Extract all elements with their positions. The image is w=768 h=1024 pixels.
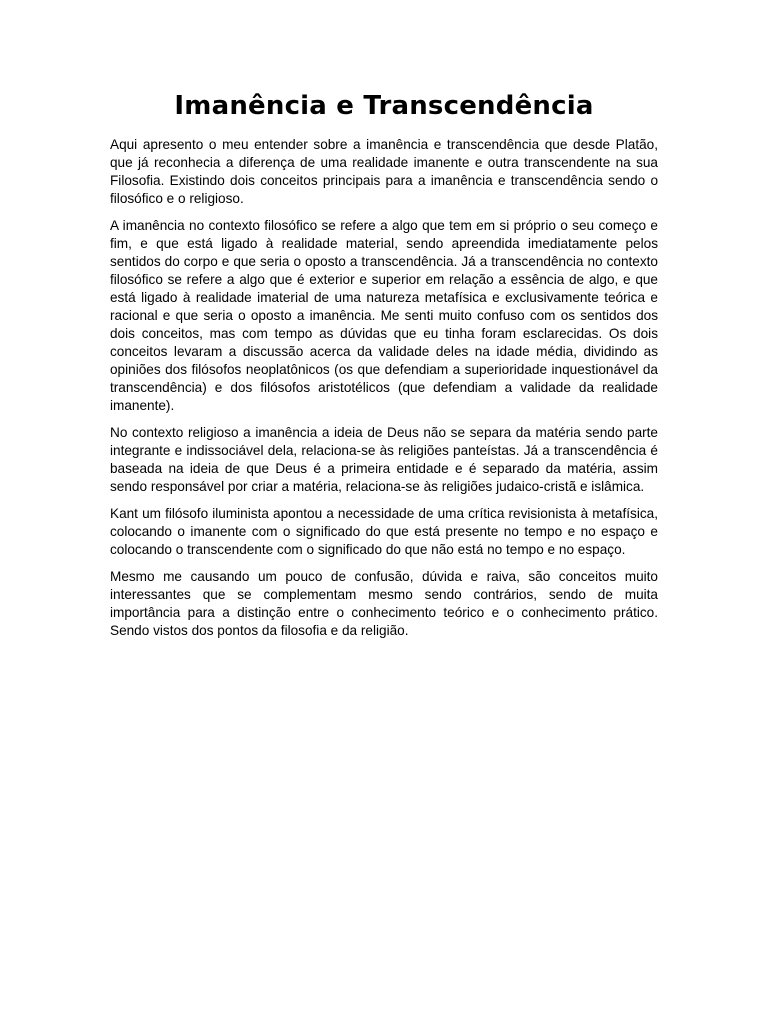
paragraph-2: A imanência no contexto filosófico se refere a algo que tem em si próprio o seu começo e fim, e que está ligado à realidade material, sendo apreendida imediatamente pelos sentidos do corpo e que seria o oposto a transcendência. Já a transcendência no contexto filosófico se refere a algo que é exterior e superior em relação a essência de algo, e que está ligado à realidade imaterial de uma natureza metafísica e exclusivamente teórica e racional e que seria o oposto a imanência. Me senti muito confuso com os sentidos dos dois conceitos, mas com tempo as dúvidas que eu tinha foram esclarecidas. Os dois conceitos levaram a discussão acerca da validade deles na idade média, dividindo as opiniões dos filósofos neoplatônicos (os que defendiam a superioridade inquestionável da transcendência) e dos filósofos aristotélicos (que defendiam a validade da realidade imanente).	[110, 218, 658, 413]
paragraph-5: Mesmo me causando um pouco de confusão, dúvida e raiva, são conceitos muito interessantes que se complementam mesmo sendo contrários, sendo de muita importância para a distinção entre o conhecimento teórico e o conhecimento prático. Sendo vistos dos pontos da filosofia e da religião.	[110, 569, 658, 638]
document-body	[110, 136, 658, 649]
document-title: Imanência e Transcendência	[174, 91, 594, 121]
paragraph-1: Aqui apresento o meu entender sobre a imanência e transcendência que desde Platão, que já reconhecia a diferença de uma realidade imanente e outra transcendente na sua Filosofia. Existindo dois conceitos principais para a imanência e transcendência sendo o filosófico e o religioso.	[110, 137, 658, 206]
paragraph-3: No contexto religioso a imanência a ideia de Deus não se separa da matéria sendo parte integrante e indissociável dela, relaciona-se às religiões panteístas. Já a transcendência é baseada na ideia de que Deus é a primeira entidade e é separado da matéria, assim sendo responsável por criar a matéria, relaciona-se às religiões judaico-cristã e islâmica.	[110, 425, 658, 494]
paragraph-4: Kant um filósofo iluminista apontou a necessidade de uma crítica revisionista à metafísica, colocando o imanente com o significado do que está presente no tempo e no espaço e colocando o transcendente com o significado do que não está no tempo e no espaço.	[110, 506, 658, 557]
